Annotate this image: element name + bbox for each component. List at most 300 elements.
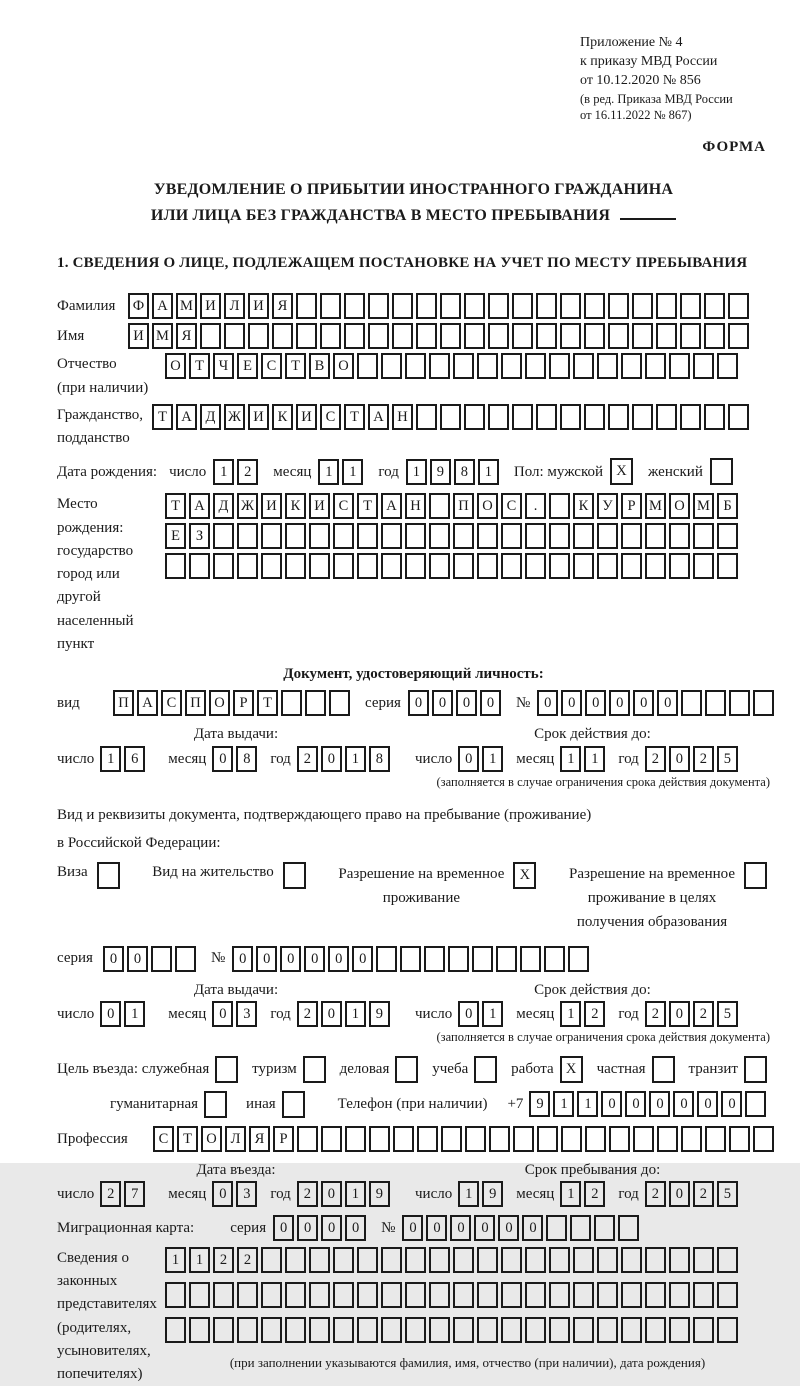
form-cell[interactable]: 0 [280, 946, 301, 972]
form-cell[interactable]: 1 [560, 1181, 581, 1207]
form-cell[interactable] [744, 862, 767, 889]
form-cell[interactable] [477, 1317, 498, 1343]
form-cell[interactable]: 1 [560, 746, 581, 772]
form-cell[interactable]: К [573, 493, 594, 519]
form-cell[interactable] [621, 1282, 642, 1308]
form-cell[interactable] [261, 553, 282, 579]
form-cell[interactable]: Н [405, 493, 426, 519]
form-cell[interactable] [368, 323, 389, 349]
form-cell[interactable] [453, 523, 474, 549]
form-cell[interactable] [381, 553, 402, 579]
form-cell[interactable]: Т [152, 404, 173, 430]
form-cell[interactable] [309, 553, 330, 579]
form-cell[interactable] [560, 293, 581, 319]
form-cell[interactable] [453, 553, 474, 579]
form-cell[interactable]: О [209, 690, 230, 716]
form-cell[interactable] [573, 1247, 594, 1273]
form-cell[interactable] [704, 323, 725, 349]
form-cell[interactable]: 0 [127, 946, 148, 972]
form-cell[interactable]: 0 [100, 1001, 121, 1027]
form-cell[interactable]: 2 [237, 459, 258, 485]
form-cell[interactable] [405, 1247, 426, 1273]
form-cell[interactable] [344, 293, 365, 319]
form-cell[interactable]: Т [357, 493, 378, 519]
form-cell[interactable]: Ж [224, 404, 245, 430]
form-cell[interactable] [621, 553, 642, 579]
form-cell[interactable] [369, 1126, 390, 1152]
form-cell[interactable]: Е [237, 353, 258, 379]
form-cell[interactable]: Р [621, 493, 642, 519]
form-cell[interactable] [97, 862, 120, 889]
form-cell[interactable] [560, 404, 581, 430]
form-cell[interactable]: 1 [406, 459, 427, 485]
form-cell[interactable]: 9 [529, 1091, 550, 1117]
form-cell[interactable]: А [189, 493, 210, 519]
form-cell[interactable]: 0 [673, 1091, 694, 1117]
form-cell[interactable] [717, 353, 738, 379]
form-cell[interactable]: Ж [237, 493, 258, 519]
form-cell[interactable] [717, 1317, 738, 1343]
form-cell[interactable]: 1 [345, 1001, 366, 1027]
form-cell[interactable] [465, 1126, 486, 1152]
form-cell[interactable]: 2 [645, 1001, 666, 1027]
form-cell[interactable]: 0 [625, 1091, 646, 1117]
form-cell[interactable] [285, 523, 306, 549]
form-cell[interactable] [669, 1282, 690, 1308]
form-cell[interactable]: 0 [408, 690, 429, 716]
form-cell[interactable]: С [333, 493, 354, 519]
form-cell[interactable] [656, 404, 677, 430]
form-cell[interactable] [165, 553, 186, 579]
form-cell[interactable] [474, 1056, 497, 1083]
form-cell[interactable]: А [152, 293, 173, 319]
form-cell[interactable] [261, 1247, 282, 1273]
form-cell[interactable] [632, 293, 653, 319]
form-cell[interactable]: 8 [369, 746, 390, 772]
form-cell[interactable] [745, 1091, 766, 1117]
form-cell[interactable] [175, 946, 196, 972]
form-cell[interactable]: 6 [124, 746, 145, 772]
form-cell[interactable]: 0 [345, 1215, 366, 1241]
form-cell[interactable]: 2 [213, 1247, 234, 1273]
form-cell[interactable]: 0 [480, 690, 501, 716]
form-cell[interactable] [309, 523, 330, 549]
form-cell[interactable] [261, 1317, 282, 1343]
form-cell[interactable]: 1 [482, 1001, 503, 1027]
form-cell[interactable] [728, 293, 749, 319]
form-cell[interactable] [632, 323, 653, 349]
form-cell[interactable]: 1 [482, 746, 503, 772]
form-cell[interactable] [381, 523, 402, 549]
form-cell[interactable] [652, 1056, 675, 1083]
form-cell[interactable]: Т [285, 353, 306, 379]
form-cell[interactable] [717, 1247, 738, 1273]
form-cell[interactable]: 9 [369, 1001, 390, 1027]
form-cell[interactable] [645, 1282, 666, 1308]
form-cell[interactable] [440, 323, 461, 349]
form-cell[interactable] [549, 1317, 570, 1343]
form-cell[interactable]: 0 [601, 1091, 622, 1117]
form-cell[interactable]: Я [249, 1126, 270, 1152]
form-cell[interactable]: 9 [369, 1181, 390, 1207]
form-cell[interactable] [536, 293, 557, 319]
form-cell[interactable] [405, 1317, 426, 1343]
form-cell[interactable] [357, 353, 378, 379]
form-cell[interactable] [429, 1317, 450, 1343]
form-cell[interactable] [285, 1247, 306, 1273]
form-cell[interactable] [681, 1126, 702, 1152]
form-cell[interactable] [453, 1247, 474, 1273]
form-cell[interactable]: 0 [456, 690, 477, 716]
form-cell[interactable] [573, 1317, 594, 1343]
form-cell[interactable]: 1 [560, 1001, 581, 1027]
form-cell[interactable] [189, 1282, 210, 1308]
form-cell[interactable]: 1 [345, 746, 366, 772]
form-cell[interactable] [501, 1282, 522, 1308]
form-cell[interactable]: 0 [669, 1001, 690, 1027]
form-cell[interactable]: 0 [273, 1215, 294, 1241]
form-cell[interactable] [303, 1056, 326, 1083]
form-cell[interactable] [405, 353, 426, 379]
form-cell[interactable] [309, 1282, 330, 1308]
form-cell[interactable]: 0 [498, 1215, 519, 1241]
form-cell[interactable]: 3 [236, 1001, 257, 1027]
form-cell[interactable] [213, 553, 234, 579]
form-cell[interactable]: 1 [100, 746, 121, 772]
form-cell[interactable] [525, 1282, 546, 1308]
form-cell[interactable] [272, 323, 293, 349]
form-cell[interactable]: К [272, 404, 293, 430]
form-cell[interactable]: Е [165, 523, 186, 549]
form-cell[interactable] [283, 862, 306, 889]
form-cell[interactable]: 1 [124, 1001, 145, 1027]
form-cell[interactable]: Т [189, 353, 210, 379]
form-cell[interactable] [513, 1126, 534, 1152]
form-cell[interactable] [669, 553, 690, 579]
form-cell[interactable] [549, 1247, 570, 1273]
form-cell[interactable] [417, 1126, 438, 1152]
form-cell[interactable] [376, 946, 397, 972]
form-cell[interactable] [657, 1126, 678, 1152]
form-cell[interactable] [488, 323, 509, 349]
form-cell[interactable] [393, 1126, 414, 1152]
form-cell[interactable] [585, 1126, 606, 1152]
form-cell[interactable] [296, 293, 317, 319]
form-cell[interactable] [440, 293, 461, 319]
form-cell[interactable]: 2 [645, 746, 666, 772]
form-cell[interactable]: Ч [213, 353, 234, 379]
form-cell[interactable] [333, 1247, 354, 1273]
form-cell[interactable] [357, 523, 378, 549]
form-cell[interactable] [501, 523, 522, 549]
form-cell[interactable]: 2 [584, 1181, 605, 1207]
form-cell[interactable]: 2 [100, 1181, 121, 1207]
form-cell[interactable] [165, 1282, 186, 1308]
form-cell[interactable] [441, 1126, 462, 1152]
form-cell[interactable]: 0 [212, 746, 233, 772]
form-cell[interactable] [680, 323, 701, 349]
form-cell[interactable] [693, 1282, 714, 1308]
form-cell[interactable] [573, 353, 594, 379]
form-cell[interactable]: 0 [458, 746, 479, 772]
form-cell[interactable] [261, 523, 282, 549]
form-cell[interactable] [656, 293, 677, 319]
form-cell[interactable] [710, 458, 733, 485]
form-cell[interactable]: 5 [717, 1181, 738, 1207]
form-cell[interactable] [704, 293, 725, 319]
form-cell[interactable] [477, 1247, 498, 1273]
form-cell[interactable] [570, 1215, 591, 1241]
form-cell[interactable] [693, 353, 714, 379]
form-cell[interactable] [453, 353, 474, 379]
form-cell[interactable] [189, 553, 210, 579]
form-cell[interactable] [705, 690, 726, 716]
form-cell[interactable]: Р [233, 690, 254, 716]
form-cell[interactable] [584, 293, 605, 319]
form-cell[interactable] [320, 323, 341, 349]
form-cell[interactable] [381, 1282, 402, 1308]
form-cell[interactable] [381, 1317, 402, 1343]
form-cell[interactable]: 0 [321, 1215, 342, 1241]
form-cell[interactable]: 0 [657, 690, 678, 716]
form-cell[interactable]: 7 [124, 1181, 145, 1207]
form-cell[interactable] [453, 1282, 474, 1308]
form-cell[interactable] [489, 1126, 510, 1152]
form-cell[interactable] [536, 323, 557, 349]
form-cell[interactable]: 9 [482, 1181, 503, 1207]
form-cell[interactable] [392, 323, 413, 349]
form-cell[interactable]: 1 [458, 1181, 479, 1207]
form-cell[interactable] [429, 1247, 450, 1273]
form-cell[interactable]: Т [257, 690, 278, 716]
form-cell[interactable]: Я [272, 293, 293, 319]
form-cell[interactable]: 0 [450, 1215, 471, 1241]
form-cell[interactable]: 0 [426, 1215, 447, 1241]
form-cell[interactable] [200, 323, 221, 349]
form-cell[interactable] [680, 293, 701, 319]
form-cell[interactable]: П [113, 690, 134, 716]
form-cell[interactable]: П [185, 690, 206, 716]
form-cell[interactable] [477, 553, 498, 579]
form-cell[interactable] [645, 1247, 666, 1273]
form-cell[interactable]: П [453, 493, 474, 519]
form-cell[interactable] [584, 404, 605, 430]
form-cell[interactable] [285, 1282, 306, 1308]
form-cell[interactable]: Т [344, 404, 365, 430]
form-cell[interactable] [309, 1247, 330, 1273]
form-cell[interactable] [237, 553, 258, 579]
form-cell[interactable]: 0 [304, 946, 325, 972]
form-cell[interactable] [333, 1317, 354, 1343]
form-cell[interactable] [424, 946, 445, 972]
form-cell[interactable]: 1 [345, 1181, 366, 1207]
form-cell[interactable]: У [597, 493, 618, 519]
form-cell[interactable] [609, 1126, 630, 1152]
form-cell[interactable] [520, 946, 541, 972]
form-cell[interactable]: Л [225, 1126, 246, 1152]
form-cell[interactable]: И [261, 493, 282, 519]
form-cell[interactable]: 0 [561, 690, 582, 716]
form-cell[interactable] [608, 323, 629, 349]
form-cell[interactable] [608, 293, 629, 319]
form-cell[interactable]: И [248, 293, 269, 319]
form-cell[interactable] [753, 690, 774, 716]
form-cell[interactable] [429, 523, 450, 549]
form-cell[interactable] [549, 553, 570, 579]
form-cell[interactable]: Ф [128, 293, 149, 319]
form-cell[interactable] [213, 1282, 234, 1308]
form-cell[interactable] [309, 1317, 330, 1343]
form-cell[interactable] [717, 523, 738, 549]
form-cell[interactable]: 0 [103, 946, 124, 972]
form-cell[interactable] [477, 523, 498, 549]
form-cell[interactable] [488, 404, 509, 430]
form-cell[interactable] [621, 1317, 642, 1343]
form-cell[interactable]: 0 [721, 1091, 742, 1117]
form-cell[interactable] [693, 553, 714, 579]
form-cell[interactable]: И [128, 323, 149, 349]
form-cell[interactable] [525, 1317, 546, 1343]
form-cell[interactable] [305, 690, 326, 716]
form-cell[interactable]: 2 [237, 1247, 258, 1273]
form-cell[interactable] [573, 523, 594, 549]
form-cell[interactable] [405, 1282, 426, 1308]
form-cell[interactable] [237, 1282, 258, 1308]
form-cell[interactable] [448, 946, 469, 972]
form-cell[interactable] [669, 1247, 690, 1273]
form-cell[interactable] [573, 553, 594, 579]
form-cell[interactable] [744, 1056, 767, 1083]
form-cell[interactable]: И [309, 493, 330, 519]
form-cell[interactable]: 0 [321, 1001, 342, 1027]
form-cell[interactable]: 0 [432, 690, 453, 716]
form-cell[interactable] [213, 1317, 234, 1343]
form-cell[interactable] [656, 323, 677, 349]
form-cell[interactable]: М [693, 493, 714, 519]
form-cell[interactable] [645, 353, 666, 379]
form-cell[interactable]: С [320, 404, 341, 430]
form-cell[interactable] [597, 1282, 618, 1308]
form-cell[interactable] [568, 946, 589, 972]
form-cell[interactable]: 0 [321, 746, 342, 772]
form-cell[interactable] [237, 523, 258, 549]
form-cell[interactable] [357, 1282, 378, 1308]
form-cell[interactable] [728, 404, 749, 430]
form-cell[interactable]: К [285, 493, 306, 519]
form-cell[interactable] [472, 946, 493, 972]
form-cell[interactable] [645, 1317, 666, 1343]
form-cell[interactable]: С [501, 493, 522, 519]
form-cell[interactable] [525, 1247, 546, 1273]
form-cell[interactable]: Д [213, 493, 234, 519]
form-cell[interactable]: 1 [553, 1091, 574, 1117]
form-cell[interactable] [680, 404, 701, 430]
form-cell[interactable] [501, 553, 522, 579]
form-cell[interactable] [669, 1317, 690, 1343]
form-cell[interactable] [344, 323, 365, 349]
form-cell[interactable] [525, 553, 546, 579]
form-cell[interactable]: Т [177, 1126, 198, 1152]
form-cell[interactable]: 0 [232, 946, 253, 972]
form-cell[interactable] [597, 523, 618, 549]
form-cell[interactable]: 0 [522, 1215, 543, 1241]
form-cell[interactable] [416, 323, 437, 349]
form-cell[interactable] [224, 323, 245, 349]
form-cell[interactable] [392, 293, 413, 319]
form-cell[interactable] [501, 1317, 522, 1343]
form-cell[interactable] [381, 1247, 402, 1273]
form-cell[interactable]: 5 [717, 746, 738, 772]
form-cell[interactable] [584, 323, 605, 349]
form-cell[interactable]: М [152, 323, 173, 349]
form-cell[interactable] [440, 404, 461, 430]
form-cell[interactable] [320, 293, 341, 319]
form-cell[interactable] [594, 1215, 615, 1241]
form-cell[interactable]: В [309, 353, 330, 379]
form-cell[interactable]: 0 [585, 690, 606, 716]
form-cell[interactable] [693, 1247, 714, 1273]
form-cell[interactable] [189, 1317, 210, 1343]
form-cell[interactable] [282, 1091, 305, 1118]
form-cell[interactable]: О [669, 493, 690, 519]
form-cell[interactable] [728, 323, 749, 349]
form-cell[interactable] [633, 1126, 654, 1152]
form-cell[interactable] [597, 553, 618, 579]
form-cell[interactable]: 0 [474, 1215, 495, 1241]
form-cell[interactable] [464, 404, 485, 430]
form-cell[interactable]: 1 [189, 1247, 210, 1273]
form-cell[interactable]: 0 [633, 690, 654, 716]
form-cell[interactable]: 0 [212, 1001, 233, 1027]
form-cell[interactable]: 0 [458, 1001, 479, 1027]
form-cell[interactable] [501, 1247, 522, 1273]
form-cell[interactable] [597, 353, 618, 379]
form-cell[interactable] [464, 323, 485, 349]
form-cell[interactable]: О [333, 353, 354, 379]
form-cell[interactable] [345, 1126, 366, 1152]
form-cell[interactable] [453, 1317, 474, 1343]
form-cell[interactable] [729, 1126, 750, 1152]
form-cell[interactable]: 1 [318, 459, 339, 485]
form-cell[interactable] [333, 523, 354, 549]
form-cell[interactable] [561, 1126, 582, 1152]
form-cell[interactable] [357, 1317, 378, 1343]
form-cell[interactable]: 8 [454, 459, 475, 485]
form-cell[interactable] [151, 946, 172, 972]
form-cell[interactable]: . [525, 493, 546, 519]
form-cell[interactable] [705, 1126, 726, 1152]
form-cell[interactable] [525, 523, 546, 549]
form-cell[interactable]: 1 [342, 459, 363, 485]
form-cell[interactable]: 2 [297, 1181, 318, 1207]
form-cell[interactable] [753, 1126, 774, 1152]
form-cell[interactable] [669, 353, 690, 379]
form-cell[interactable] [381, 353, 402, 379]
form-cell[interactable] [512, 293, 533, 319]
form-cell[interactable]: 2 [297, 1001, 318, 1027]
form-cell[interactable] [333, 1282, 354, 1308]
form-cell[interactable]: С [161, 690, 182, 716]
form-cell[interactable]: 1 [213, 459, 234, 485]
form-cell[interactable]: 5 [717, 1001, 738, 1027]
form-cell[interactable] [536, 404, 557, 430]
form-cell[interactable] [597, 1317, 618, 1343]
form-cell[interactable]: Л [224, 293, 245, 319]
form-cell[interactable] [546, 1215, 567, 1241]
form-cell[interactable] [204, 1091, 227, 1118]
form-cell[interactable]: Б [717, 493, 738, 519]
form-cell[interactable] [621, 1247, 642, 1273]
